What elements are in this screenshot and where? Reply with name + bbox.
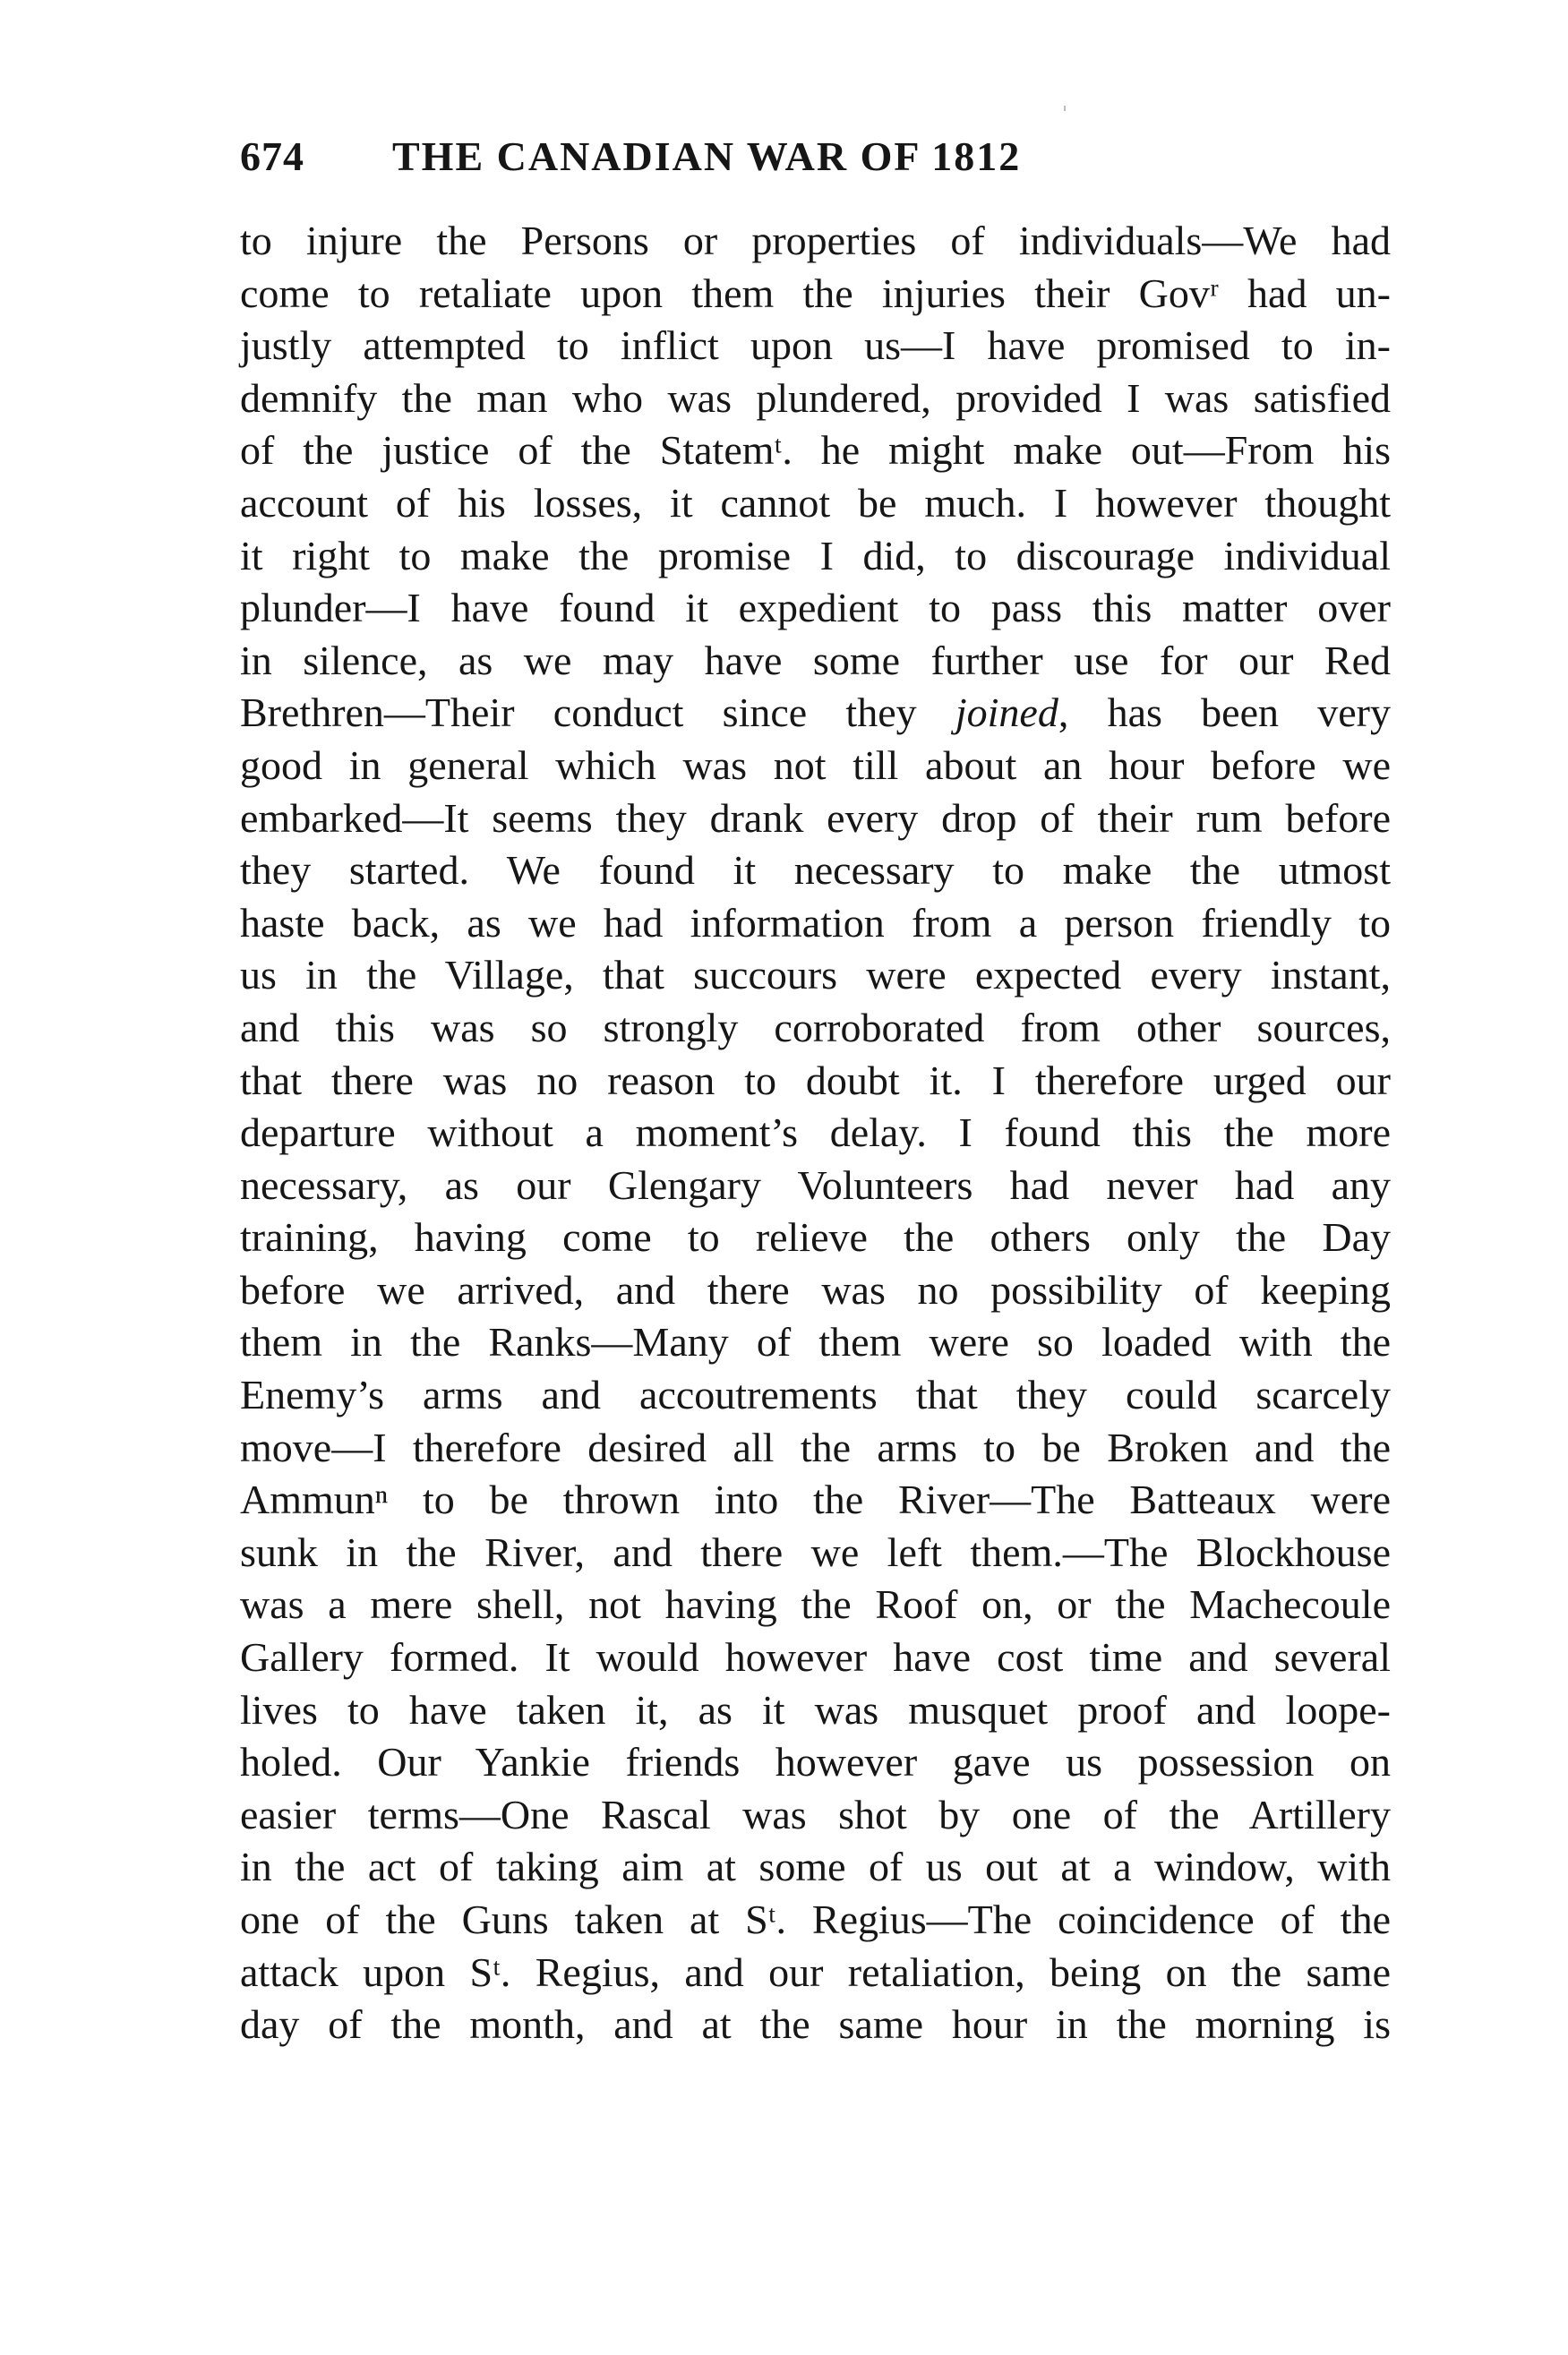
text-line: in silence, as we may have some further use for our Red [240,637,1391,683]
text-line: to injure the Persons or properties of individuals—We had [240,218,1391,263]
text-line: demnify the man who was plundered, provided I was satisfied [240,374,1391,421]
text-line: lives to have taken it, as it was musquet proof and loope- [240,1686,1391,1733]
text-line: good in general which was not till about an hour before we [240,741,1391,788]
scan-speck [1064,106,1066,111]
text-line: come to retaliate upon them the injuries their Govʳ had un- [240,270,1391,316]
text-line: departure without a moment’s delay. I found this the more [240,1109,1391,1156]
text-line: embarked—It seems they drank every drop of their rum before [240,794,1391,841]
text-line: move—I therefore desired all the arms to be Broken and the [240,1424,1391,1470]
text-line: they started. We found it necessary to make the utmost [240,847,1391,894]
text-line: plunder—I have found it expedient to pass this matter over [240,585,1391,631]
text-line: and this was so strongly corroborated from other sources, [240,1004,1391,1050]
text-line: us in the Village, that succours were expected every instant, [240,952,1391,998]
text-line: easier terms—One Rascal was shot by one of the Artillery [240,1791,1391,1837]
italic-word: joined [955,689,1058,736]
text-line: that there was no reason to doubt it. I therefore urged our [240,1057,1391,1103]
text-line: Gallery formed. It would however have cost time and several [240,1634,1391,1681]
text-line: day of the month, and at the same hour in the morning is [240,2001,1391,2048]
text-line: it right to make the promise I did, to discourage individual [240,532,1391,578]
text-line: of the justice of the Statemᵗ. he might make out—From his [240,427,1391,474]
text-line: in the act of taking aim at some of us out at a window, with [240,1844,1391,1890]
text-line: account of his losses, it cannot be much. I however thought [240,479,1391,526]
page-header [240,133,1386,186]
running-title: THE CANADIAN WAR OF 1812 [392,133,1022,179]
text-line: before we arrived, and there was no possibility of keeping [240,1266,1391,1313]
text-line: justly attempted to inflict upon us—I have promised to in- [240,322,1391,369]
text-line: training, having come to relieve the others only the Day [240,1214,1391,1261]
text-line: haste back, as we had information from a person friendly to [240,899,1391,946]
text-line: them in the Ranks—Many of them were so loaded with the [240,1319,1391,1366]
text-line: one of the Guns taken at Sᵗ. Regius—The coincidence of the [240,1897,1391,1942]
text-line: sunk in the River, and there we left them.—The Blockhouse [240,1529,1391,1575]
text-line: was a mere shell, not having the Roof on, or the Machecoule [240,1581,1391,1628]
text-line: Ammunⁿ to be thrown into the River—The Batteaux were [240,1477,1391,1523]
page-number: 674 [240,133,304,179]
body-text [240,215,1391,2051]
text-line: holed. Our Yankie friends however gave us possession on [240,1739,1391,1786]
text-line: Enemy’s arms and accoutrements that they could scarcely [240,1372,1391,1418]
text-line: attack upon Sᵗ. Regius, and our retaliation, being on the same [240,1948,1391,1995]
text-line: Brethren—Their conduct since they joined, has been very [240,689,1391,736]
text-line: necessary, as our Glengary Volunteers had never had any [240,1161,1391,1208]
